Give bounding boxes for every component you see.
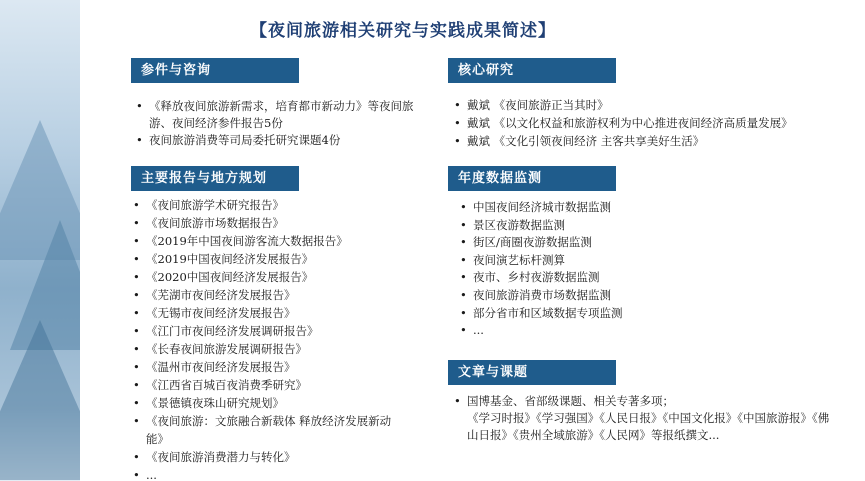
list-item: • 《温州市夜间经济发展报告》 bbox=[133, 358, 401, 376]
core-research-list bbox=[454, 96, 859, 150]
list-item: • 《景德镇夜珠山研究规划》 bbox=[133, 394, 401, 412]
list-item: • ... bbox=[133, 466, 401, 481]
mountain-shape bbox=[0, 320, 80, 480]
list-item: • 中国夜间经济城市数据监测 bbox=[460, 199, 710, 217]
list-item: • 《释放夜间旅游新需求，培育都市新动力》等夜间旅游、夜间经济参件报告5份 bbox=[136, 98, 426, 132]
list-item: • 部分省市和区域数据专项监测 bbox=[460, 305, 710, 323]
list-item: • 夜间旅游消费市场数据监测 bbox=[460, 287, 710, 305]
reports-list bbox=[133, 196, 401, 481]
list-item: • 夜间旅游消费等司局委托研究课题4份 bbox=[136, 132, 426, 149]
section-header-articles: 文章与课题 bbox=[448, 360, 616, 385]
list-item: • 《芜湖市夜间经济发展报告》 bbox=[133, 286, 401, 304]
list-item: • 《夜间旅游市场数据报告》 bbox=[133, 214, 401, 232]
list-item: • 夜市、乡村夜游数据监测 bbox=[460, 269, 710, 287]
list-item: • 《夜间旅游消费潜力与转化》 bbox=[133, 448, 401, 466]
articles-list bbox=[454, 393, 839, 410]
list-item: • 景区夜游数据监测 bbox=[460, 217, 710, 235]
list-item: • 街区/商圈夜游数据监测 bbox=[460, 234, 710, 252]
section-header-consulting: 参件与咨询 bbox=[131, 58, 299, 83]
list-item: • 《2019中国夜间经济发展报告》 bbox=[133, 250, 401, 268]
list-item: • 戴斌 《夜间旅游正当其时》 bbox=[454, 96, 859, 114]
list-item: • 《夜间旅游学术研究报告》 bbox=[133, 196, 401, 214]
list-item: • 《江门市夜间经济发展调研报告》 bbox=[133, 322, 401, 340]
list-item: • 国博基金、省部级课题、相关专著多项； bbox=[454, 393, 839, 410]
list-item: • 夜间演艺标杆测算 bbox=[460, 252, 710, 270]
list-item: • 《夜间旅游：文旅融合新载体 释放经济发展新动能》 bbox=[133, 412, 401, 448]
monitoring-list bbox=[460, 199, 710, 340]
list-item: • 戴斌 《文化引领夜间经济 主客共享美好生活》 bbox=[454, 132, 859, 150]
left-mountain-decoration bbox=[0, 0, 80, 481]
list-item: • 《江西省百城百夜消费季研究》 bbox=[133, 376, 401, 394]
list-item: • ... bbox=[460, 322, 710, 340]
list-item: • 戴斌 《以文化权益和旅游权利为中心推进夜间经济高质量发展》 bbox=[454, 114, 859, 132]
list-item: • 《长春夜间旅游发展调研报告》 bbox=[133, 340, 401, 358]
page-title: 【夜间旅游相关研究与实践成果简述】 bbox=[250, 21, 556, 41]
articles-newspapers-text: 《学习时报》《学习强国》《人民日报》《中国文化报》《中国旅游报》《佛山日报》《贵州全域旅游》《人民网》等报纸撰文... bbox=[467, 411, 830, 442]
list-item: • 《2019年中国夜间游客流大数据报告》 bbox=[133, 232, 401, 250]
list-item: • 《2020中国夜间经济发展报告》 bbox=[133, 268, 401, 286]
consulting-list bbox=[136, 98, 426, 149]
section-header-annual-monitoring: 年度数据监测 bbox=[448, 166, 616, 191]
section-header-core-research: 核心研究 bbox=[448, 58, 616, 83]
section-header-reports: 主要报告与地方规划 bbox=[131, 166, 299, 191]
list-item: • 《无锡市夜间经济发展报告》 bbox=[133, 304, 401, 322]
